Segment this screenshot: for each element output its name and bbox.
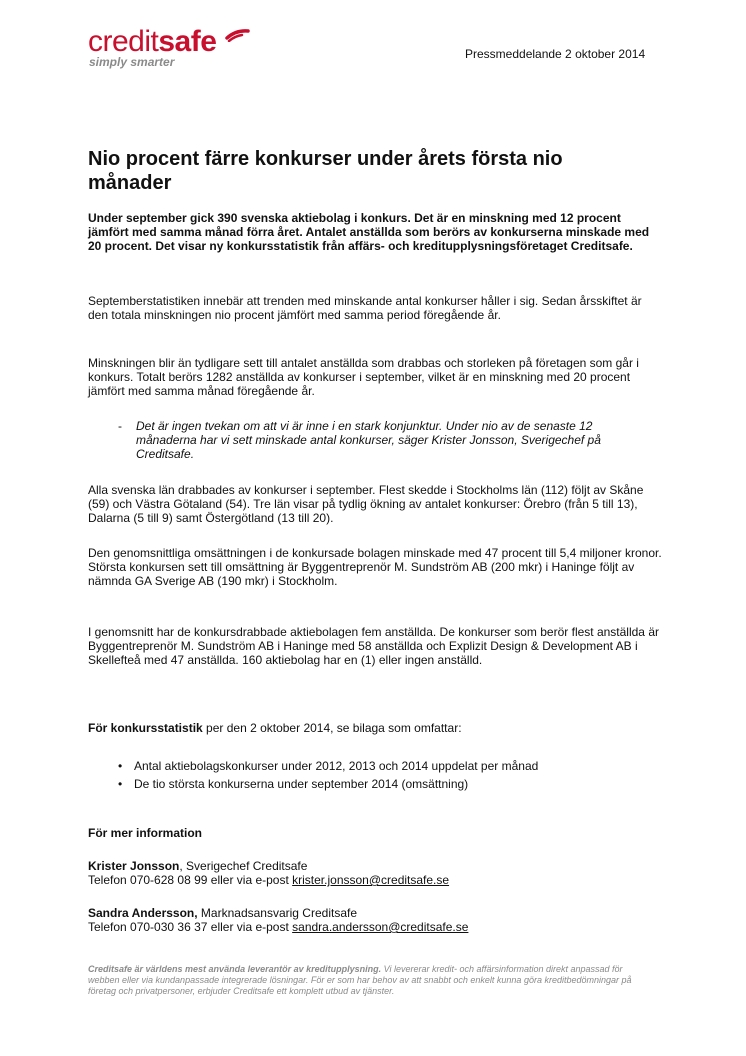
contact-heading: För mer information [88,826,203,840]
list-item: • Antal aktiebolagskonkurser under 2012, 2013 och 2014 uppdelat per månad [88,757,648,775]
stats-intro [88,721,663,735]
company-footer [88,964,648,997]
contact-phone: Telefon 070-030 36 37 eller via e-post [88,920,293,934]
email-link-sandra[interactable]: sandra.andersson@creditsafe.se [292,920,469,934]
paragraph-staff: I genomsnitt har de konkursdrabbade aktiebolagen fem anställda. De konkurser som berör flest anställda är Byggentreprenör M. Sundström AB i Haninge med 58 anställda och Explizit Design & Development AB i Skellefteå med 47 anställda. 160 aktiebolag har en (1) eller ingen anställd. [88,625,659,667]
logo-wordmark [88,27,216,57]
stats-intro-bold: För konkursstatistik [88,721,203,735]
paragraph-counties: Alla svenska län drabbades av konkurser i september. Flest skedde i Stockholms län (112) följt av Skåne (59) och Västra Götaland (54). Tre län visar på tydlig ökning av antalet konkurser: Örebro (från 5 till 13), Dalarna (5 till 9) samt Östergötland (13 till 20). [88,483,644,525]
logo-tagline: simply smarter [89,55,175,69]
logo-credit-text: credit [88,25,159,58]
paragraph-turnover: Den genomsnittliga omsättningen i de konkursade bolagen minskade med 47 procent till 5,4 miljoner kronor. Största konkursen sett till omsättning är Byggentreprenör M. Sundström AB (200 mkr) i Haninge följt av nämnda GA Sverige AB (190 mkr) i Stockholm. [88,546,662,588]
contact-phone: Telefon 070-628 08 99 eller via e-post [88,873,293,887]
press-release-date: Pressmeddelande 2 oktober 2014 [465,47,646,61]
article-title: Nio procent färre konkurser under årets första nio månader [88,148,563,194]
stats-bullet-list [88,757,648,793]
logo-safe-text: safe [158,25,217,58]
footer-bold: Creditsafe är världens mest använda leverantör av kreditupplysning. [88,964,382,974]
paragraph-trend: Septemberstatistiken innebär att trenden med minskande antal konkurser håller i sig. Sedan årsskiftet är den totala minskningen nio procent jämfört med samma period föregående år. [88,294,642,322]
paragraph-employees: Minskningen blir än tydligare sett till antalet anställda som drabbas och storleken på företagen som går i konkurs. Totalt berörs 1282 anställda av konkurser i september, vilket är en minskning med 20 procent jämfört med samma månad föregående år. [88,356,639,398]
contact-role: , Sverigechef Creditsafe [179,859,308,873]
list-item: • De tio största konkurserna under september 2014 (omsättning) [88,775,648,793]
quote-dash: - [118,419,122,433]
logo-swoosh-icon [224,28,250,42]
quote-text: Det är ingen tvekan om att vi är inne i en stark konjunktur. Under nio av de senaste 12 månaderna har vi sett minskade antal konkurser, säger Krister Jonsson, Sverigechef på Creditsafe. [136,419,601,461]
stats-intro-rest: per den 2 oktober 2014, se bilaga som omfattar: [202,721,462,735]
contact-krister [88,859,663,887]
creditsafe-logo [88,27,216,69]
contact-name: Sandra Andersson, [88,906,198,920]
lead-paragraph: Under september gick 390 svenska aktiebolag i konkurs. Det är en minskning med 12 procent jämfört med samma månad förra året. Antalet anställda som berörs av konkurserna minskade med 20 procent. Det visar ny konkursstatistik från affärs- och kreditupplysningsföretaget Creditsafe. [88,211,650,253]
contact-role: Marknadsansvarig Creditsafe [197,906,357,920]
contact-name: Krister Jonsson [88,859,180,873]
footer-text: Vi levererar kredit- och affärsinformation direkt anpassad för webben eller via kundanpassade integrerade lösningar. För er som har behov av att snabbt och enkelt kunna göra kreditbedömningar på företag och privatpersoner, erbjuder Creditsafe ett komplett utbud av tjänster. [88,964,632,996]
quote-block [118,419,638,461]
email-link-krister[interactable]: krister.jonsson@creditsafe.se [292,873,450,887]
contact-sandra [88,906,663,934]
